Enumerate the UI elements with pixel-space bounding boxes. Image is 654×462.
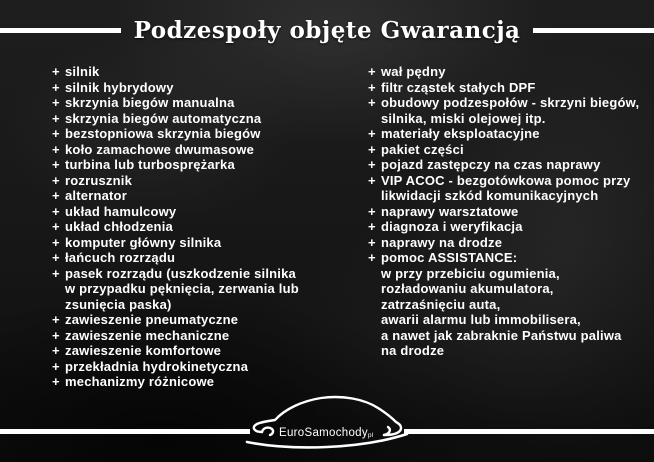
- item-text: silnik: [65, 64, 100, 79]
- item-text: bezstopniowa skrzynia biegów: [65, 126, 261, 141]
- item-text: zawieszenie mechaniczne: [65, 327, 230, 343]
- item-text: naprawy warsztatowe: [381, 203, 519, 219]
- item-text: naprawy na drodze: [381, 234, 503, 250]
- list-item: [52, 126, 364, 142]
- item-text: obudowy podzespołów - skrzyni biegów, silnika, miski olejowej itp.: [381, 95, 640, 126]
- list-item: [52, 235, 364, 251]
- list-item: [368, 157, 654, 173]
- item-text: zawieszenie pneumatyczne: [65, 312, 239, 327]
- plus-bullet: +: [368, 79, 376, 95]
- list-item: [52, 80, 364, 96]
- item-text: pakiet części: [381, 141, 464, 157]
- plus-bullet: +: [52, 374, 60, 389]
- list-item: [52, 343, 364, 359]
- plus-bullet: +: [368, 172, 376, 188]
- list-item: [52, 266, 364, 313]
- plus-bullet: +: [52, 64, 60, 79]
- list-item: [52, 95, 364, 111]
- plus-bullet: +: [52, 110, 60, 126]
- list-item: [368, 219, 654, 235]
- plus-bullet: +: [52, 219, 60, 234]
- plus-bullet: +: [52, 203, 60, 219]
- list-item: [52, 142, 364, 158]
- plus-bullet: +: [52, 126, 60, 141]
- list-item: [52, 64, 364, 80]
- list-item: [52, 219, 364, 235]
- item-text: układ hamulcowy: [65, 203, 177, 219]
- bottom-separator-right: [404, 429, 654, 434]
- list-item: [52, 312, 364, 328]
- list-item: [52, 328, 364, 344]
- list-item: [368, 126, 654, 142]
- item-text: układ chłodzenia: [65, 219, 173, 234]
- item-text: przekładnia hydrokinetyczna: [65, 358, 249, 374]
- list-item: [52, 359, 364, 375]
- plus-bullet: +: [52, 250, 60, 265]
- item-text: silnik hybrydowy: [65, 79, 174, 95]
- plus-bullet: +: [52, 188, 60, 203]
- item-text: zawieszenie komfortowe: [65, 343, 222, 358]
- list-item: [368, 142, 654, 158]
- plus-bullet: +: [52, 312, 60, 327]
- bottom-separator-left: [0, 429, 250, 434]
- item-text: pomoc ASSISTANCE: w przy przebiciu ogumienia, rozładowaniu akumulatora, zatrzaśnięciu auta, awarii alarmu lub immobilisera, a nawet jak zabraknie Państwu paliwa na drodze: [381, 250, 622, 358]
- car-outline-icon: [245, 390, 409, 452]
- item-text: pojazd zastępczy na czas naprawy: [381, 157, 601, 172]
- right-column: [368, 64, 654, 359]
- plus-bullet: +: [52, 141, 60, 157]
- item-text: łańcuch rozrządu: [65, 250, 176, 265]
- list-item: [368, 250, 654, 359]
- plus-bullet: +: [52, 343, 60, 358]
- item-text: alternator: [65, 188, 127, 203]
- item-text: rozrusznik: [65, 172, 133, 188]
- item-text: VIP ACOC - bezgotówkowa pomoc przy likwidacji szkód komunikacyjnych: [381, 172, 631, 203]
- list-item: [368, 235, 654, 251]
- plus-bullet: +: [52, 95, 60, 110]
- plus-bullet: +: [52, 79, 60, 95]
- list-item: [52, 111, 364, 127]
- list-item: [52, 374, 364, 390]
- list-item: [368, 80, 654, 96]
- plus-bullet: +: [368, 141, 376, 157]
- plus-bullet: +: [368, 157, 376, 172]
- list-item: [52, 204, 364, 220]
- title-row: [0, 15, 654, 45]
- list-item: [368, 64, 654, 80]
- plus-bullet: +: [52, 265, 60, 281]
- item-text: wał pędny: [381, 64, 446, 79]
- plus-bullet: +: [52, 327, 60, 343]
- title-separator-right: [533, 28, 654, 33]
- item-text: skrzynia biegów automatyczna: [65, 110, 262, 126]
- plus-bullet: +: [52, 234, 60, 250]
- item-text: koło zamachowe dwumasowe: [65, 141, 255, 157]
- plus-bullet: +: [368, 234, 376, 250]
- list-item: [52, 173, 364, 189]
- plus-bullet: +: [368, 64, 376, 79]
- plus-bullet: +: [52, 358, 60, 374]
- plus-bullet: +: [52, 157, 60, 172]
- item-text: mechanizmy różnicowe: [65, 374, 215, 389]
- plus-bullet: +: [368, 126, 376, 141]
- title-separator-left: [0, 28, 121, 33]
- plus-bullet: +: [368, 250, 376, 265]
- item-text: diagnoza i weryfikacja: [381, 219, 523, 234]
- list-item: [52, 188, 364, 204]
- item-text: skrzynia biegów manualna: [65, 95, 235, 110]
- list-item: [368, 173, 654, 204]
- plus-bullet: +: [368, 95, 376, 110]
- item-text: materiały eksploatacyjne: [381, 126, 540, 141]
- item-text: filtr cząstek stałych DPF: [381, 79, 536, 95]
- plus-bullet: +: [368, 203, 376, 219]
- item-text: pasek rozrządu (uszkodzenie silnika w przypadku pęknięcia, zerwania lub zsunięcia paska): [65, 265, 299, 312]
- eurosamochody-logo: [245, 390, 409, 452]
- plus-bullet: +: [368, 219, 376, 234]
- page-title: Podzespoły objęte Gwarancją: [133, 16, 521, 44]
- list-item: [52, 250, 364, 266]
- list-item: [368, 204, 654, 220]
- list-item: [368, 95, 654, 126]
- left-column: [52, 64, 364, 390]
- item-text: turbina lub turbosprężarka: [65, 157, 235, 172]
- logo-text: EuroSamochodypl: [279, 427, 374, 439]
- item-text: komputer główny silnika: [65, 234, 222, 250]
- list-item: [52, 157, 364, 173]
- plus-bullet: +: [52, 172, 60, 188]
